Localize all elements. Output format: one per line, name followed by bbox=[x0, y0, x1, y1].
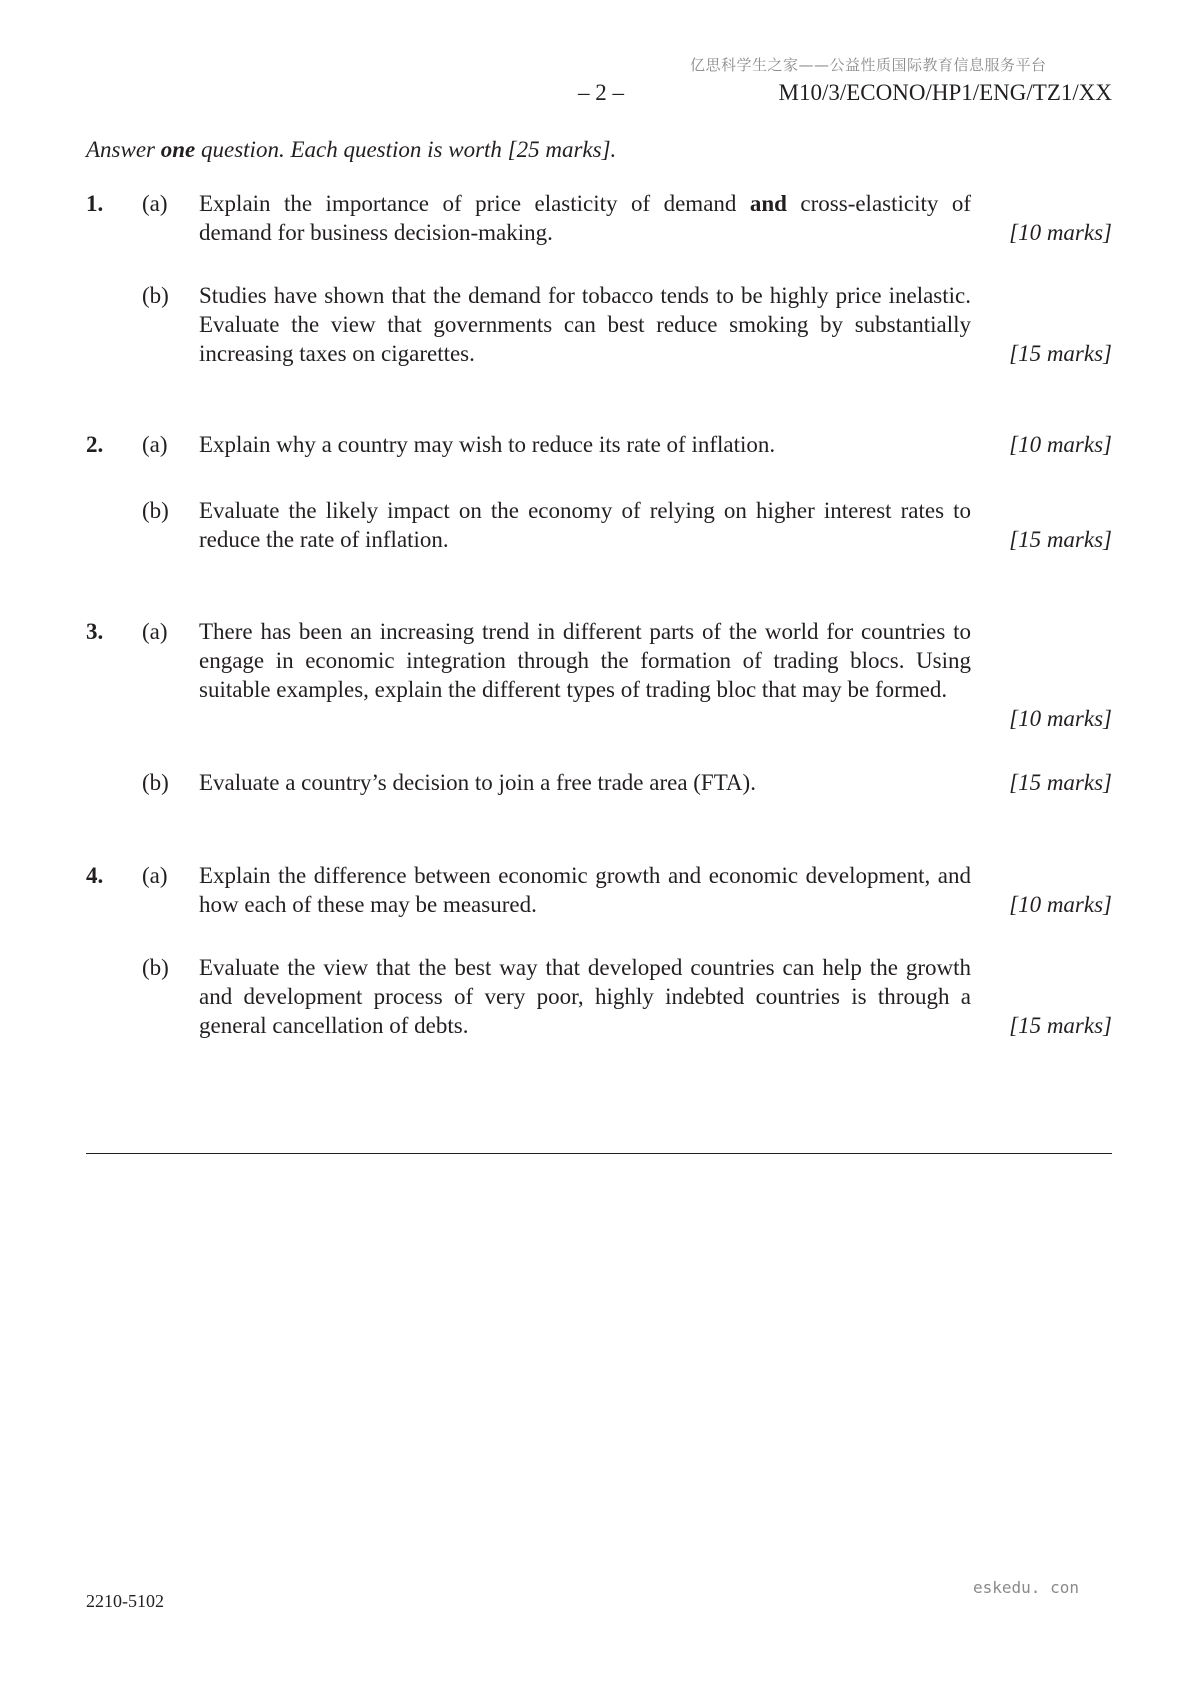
question-2b-text: Evaluate the likely impact on the economy of relying on higher interest rates to reduce the rate of inflation. bbox=[199, 498, 971, 552]
paper-code: M10/3/ECONO/HP1/ENG/TZ1/XX bbox=[778, 80, 1112, 105]
question-2a-text: Explain why a country may wish to reduce its rate of inflation. bbox=[199, 432, 776, 457]
question-3a-marks: [10 marks] bbox=[1009, 706, 1112, 731]
question-3-number: 3. bbox=[86, 619, 104, 644]
question-1a-text bbox=[199, 189, 971, 247]
footer-watermark: eskedu. con bbox=[973, 1578, 1079, 1597]
question-1a-marks: [10 marks] bbox=[1009, 220, 1112, 245]
instructions bbox=[86, 137, 616, 163]
question-3b-marks: [15 marks] bbox=[1009, 770, 1112, 795]
question-1b-text: Studies have shown that the demand for tobacco tends to be highly price inelastic. Evaluate the view that governments can best reduce smoking by substantially increasing taxes on cigarettes. bbox=[199, 283, 971, 366]
question-2a-marks: [10 marks] bbox=[1009, 432, 1112, 457]
question-1a-label: (a) bbox=[142, 191, 168, 216]
question-4b-text: Evaluate the view that the best way that developed countries can help the growth and development process of very poor, highly indebted countries is through a general cancellation of debts. bbox=[199, 955, 971, 1038]
question-1b-marks: [15 marks] bbox=[1009, 341, 1112, 366]
question-4-number: 4. bbox=[86, 863, 104, 888]
instructions-bold: one bbox=[160, 137, 196, 162]
question-3a-text: There has been an increasing trend in different parts of the world for countries to engage in economic integration through the formation of trading blocs. Using suitable examples, explain the different types of trading bloc that may be formed. bbox=[199, 619, 971, 702]
question-1a-text-before: Explain the importance of price elasticity of demand bbox=[199, 191, 750, 216]
question-4b-marks: [15 marks] bbox=[1009, 1013, 1112, 1038]
question-1a-text-after: cross-elasticity of demand for business decision-making. bbox=[199, 191, 971, 245]
instructions-suffix: question. Each question is worth [25 marks]. bbox=[195, 137, 617, 162]
question-2-number: 2. bbox=[86, 432, 104, 457]
question-4b-label: (b) bbox=[142, 955, 169, 980]
question-2b-label: (b) bbox=[142, 498, 169, 523]
question-1a-bold: and bbox=[749, 191, 787, 216]
question-3a-label: (a) bbox=[142, 619, 168, 644]
question-4a-text: Explain the difference between economic growth and economic development, and how each of these may be measured. bbox=[199, 863, 971, 917]
question-3b-text: Evaluate a country’s decision to join a free trade area (FTA). bbox=[199, 770, 756, 795]
question-2a-label: (a) bbox=[142, 432, 168, 457]
footer-code: 2210-5102 bbox=[86, 1591, 164, 1611]
question-1-number: 1. bbox=[86, 191, 104, 216]
end-rule bbox=[86, 1153, 1112, 1154]
question-3b-label: (b) bbox=[142, 770, 169, 795]
question-4a-label: (a) bbox=[142, 863, 168, 888]
page-number: – 2 – bbox=[578, 80, 624, 105]
instructions-prefix: Answer bbox=[86, 137, 161, 162]
question-4a-marks: [10 marks] bbox=[1009, 892, 1112, 917]
question-1b-label: (b) bbox=[142, 283, 169, 308]
header-watermark: 亿思科学生之家——公益性质国际教育信息服务平台 bbox=[690, 56, 1047, 74]
question-2b-marks: [15 marks] bbox=[1009, 527, 1112, 552]
